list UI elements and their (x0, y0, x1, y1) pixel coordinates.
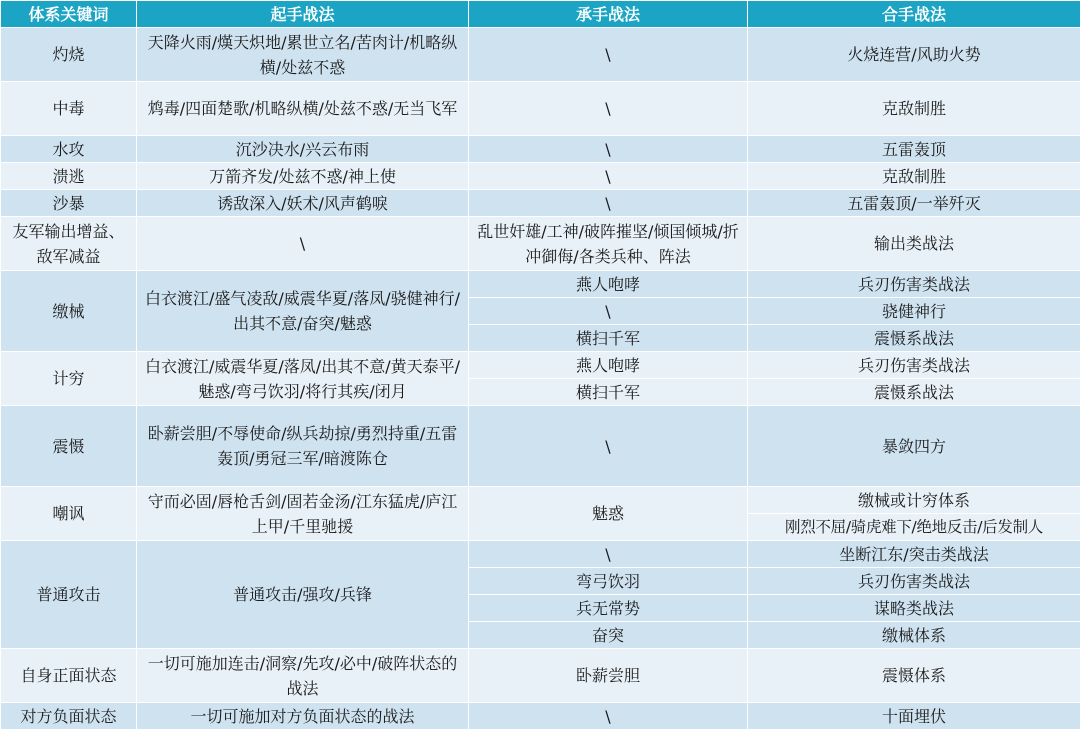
table-row (1, 487, 1080, 514)
qishou-cell: 守而必固/唇枪舌剑/固若金汤/江东猛虎/庐江上甲/千里驰援 (137, 487, 469, 541)
header-row (1, 1, 1080, 28)
chengshou-cell: \ (469, 28, 748, 82)
qishou-cell: 沉沙决水/兴云布雨 (137, 136, 469, 163)
heshou-cell: 输出类战法 (748, 217, 1080, 271)
heshou-cell: 缴械或计穷体系 (748, 487, 1080, 514)
heshou-cell: 震慑体系 (748, 649, 1080, 703)
heshou-cell: 兵刃伤害类战法 (748, 568, 1080, 595)
heshou-cell: 十面埋伏 (748, 703, 1080, 730)
qishou-cell: 天降火雨/熯天炽地/累世立名/苦肉计/机略纵横/处兹不惑 (137, 28, 469, 82)
table-row (1, 406, 1080, 487)
chengshou-cell: \ (469, 703, 748, 730)
chengshou-cell: \ (469, 163, 748, 190)
qishou-cell: \ (137, 217, 469, 271)
table-row (1, 352, 1080, 379)
chengshou-cell: \ (469, 541, 748, 568)
chengshou-cell: \ (469, 298, 748, 325)
heshou-cell: 震慑系战法 (748, 325, 1080, 352)
table-row (1, 271, 1080, 298)
table-row (1, 703, 1080, 730)
keyword-cell: 普通攻击 (1, 541, 137, 649)
heshou-cell: 谋略类战法 (748, 595, 1080, 622)
chengshou-cell: 横扫千军 (469, 325, 748, 352)
heshou-cell: 兵刃伤害类战法 (748, 271, 1080, 298)
keyword-cell: 灼烧 (1, 28, 137, 82)
header-qishou: 起手战法 (137, 1, 469, 28)
chengshou-cell: 兵无常势 (469, 595, 748, 622)
heshou-cell: 暴敛四方 (748, 406, 1080, 487)
chengshou-cell: \ (469, 82, 748, 136)
table-row (1, 649, 1080, 703)
table-row (1, 163, 1080, 190)
chengshou-cell: 横扫千军 (469, 379, 748, 406)
heshou-cell: 克敌制胜 (748, 82, 1080, 136)
header-chengshou: 承手战法 (469, 1, 748, 28)
keyword-cell: 自身正面状态 (1, 649, 137, 703)
heshou-cell: 五雷轰顶/一举歼灭 (748, 190, 1080, 217)
keyword-cell: 嘲讽 (1, 487, 137, 541)
chengshou-cell: \ (469, 190, 748, 217)
keyword-cell: 友军输出增益、敌军减益 (1, 217, 137, 271)
qishou-cell: 白衣渡江/盛气凌敌/威震华夏/落凤/骁健神行/出其不意/奋突/魅惑 (137, 271, 469, 352)
qishou-cell: 白衣渡江/威震华夏/落凤/出其不意/黄天泰平/魅惑/弯弓饮羽/将行其疾/闭月 (137, 352, 469, 406)
heshou-cell: 骁健神行 (748, 298, 1080, 325)
keyword-cell: 沙暴 (1, 190, 137, 217)
table-row (1, 28, 1080, 82)
keyword-cell: 缴械 (1, 271, 137, 352)
chengshou-cell: 弯弓饮羽 (469, 568, 748, 595)
qishou-cell: 一切可施加连击/洞察/先攻/必中/破阵状态的战法 (137, 649, 469, 703)
heshou-cell: 缴械体系 (748, 622, 1080, 649)
keyword-cell: 溃逃 (1, 163, 137, 190)
table-row (1, 190, 1080, 217)
qishou-cell: 一切可施加对方负面状态的战法 (137, 703, 469, 730)
keyword-cell: 计穷 (1, 352, 137, 406)
qishou-cell: 卧薪尝胆/不辱使命/纵兵劫掠/勇烈持重/五雷轰顶/勇冠三军/暗渡陈仓 (137, 406, 469, 487)
table-row (1, 82, 1080, 136)
qishou-cell: 鸩毒/四面楚歌/机略纵横/处兹不惑/无当飞军 (137, 82, 469, 136)
qishou-cell: 诱敌深入/妖术/风声鹤唳 (137, 190, 469, 217)
chengshou-cell: \ (469, 136, 748, 163)
keyword-cell: 震慑 (1, 406, 137, 487)
heshou-cell: 坐断江东/突击类战法 (748, 541, 1080, 568)
keyword-cell: 对方负面状态 (1, 703, 137, 730)
heshou-cell: 克敌制胜 (748, 163, 1080, 190)
qishou-cell: 普通攻击/强攻/兵锋 (137, 541, 469, 649)
heshou-cell: 震慑系战法 (748, 379, 1080, 406)
header-keyword: 体系关键词 (1, 1, 137, 28)
table-row (1, 136, 1080, 163)
heshou-cell: 兵刃伤害类战法 (748, 352, 1080, 379)
keyword-cell: 中毒 (1, 82, 137, 136)
keyword-cell: 水攻 (1, 136, 137, 163)
chengshou-cell: 乱世奸雄/工神/破阵摧坚/倾国倾城/折冲御侮/各类兵种、阵法 (469, 217, 748, 271)
heshou-cell: 火烧连营/风助火势 (748, 28, 1080, 82)
table-row (1, 541, 1080, 568)
header-heshou: 合手战法 (748, 1, 1080, 28)
qishou-cell: 万箭齐发/处兹不惑/神上使 (137, 163, 469, 190)
table-row (1, 217, 1080, 271)
chengshou-cell: 卧薪尝胆 (469, 649, 748, 703)
heshou-cell: 刚烈不屈/骑虎难下/绝地反击/后发制人 (748, 514, 1080, 541)
heshou-cell: 五雷轰顶 (748, 136, 1080, 163)
chengshou-cell: 燕人咆哮 (469, 271, 748, 298)
chengshou-cell: 奋突 (469, 622, 748, 649)
chengshou-cell: 魅惑 (469, 487, 748, 541)
chengshou-cell: 燕人咆哮 (469, 352, 748, 379)
chengshou-cell: \ (469, 406, 748, 487)
